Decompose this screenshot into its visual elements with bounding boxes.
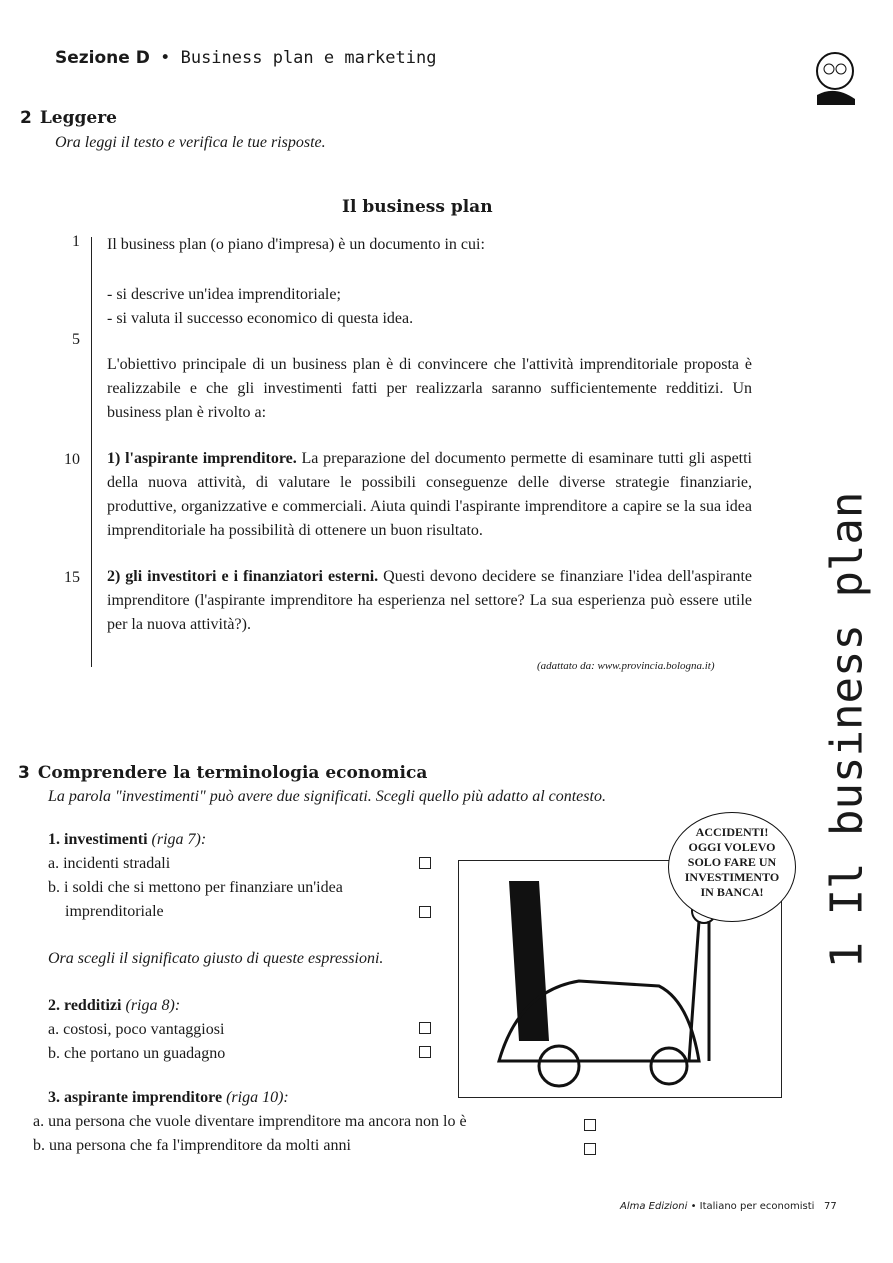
article-title: Il business plan	[342, 197, 493, 217]
paragraph: 2) gli investitori e i finanziatori esterni. Questi devono decidere se finanziare l'idea dell'aspirante imprenditore (l'aspirante imprenditore ha esperienza nel settore? La sua esperienza può essere utile per la nuova attività?).	[107, 568, 753, 633]
mascot-icon	[805, 45, 865, 105]
checkbox-q3a[interactable]	[584, 1119, 596, 1131]
checkbox-q3b[interactable]	[584, 1143, 596, 1155]
question-1: 1. investimenti (riga 7): a. incidenti stradali b. i soldi che si mettono per finanziare un'idea imprenditoriale	[48, 831, 343, 920]
running-header: Sezione D • Business plan e marketing	[55, 48, 437, 68]
paragraph: Il business plan (o piano d'impresa) è un documento in cui:	[107, 236, 485, 253]
chapter-side-tab: 1 Il business plan	[821, 491, 873, 969]
exercise-2-instruction: Ora leggi il testo e verifica le tue risposte.	[55, 134, 326, 151]
exercise-2-heading: 2 Leggere	[20, 108, 117, 128]
margin-rule	[91, 237, 92, 667]
checkbox-q1b[interactable]	[419, 906, 431, 918]
exercise-3-instruction: La parola "investimenti" può avere due significati. Scegli quello più adatto al contesto.	[48, 788, 606, 805]
bullet: - si valuta il successo economico di questa idea.	[107, 310, 414, 327]
exercise-3-heading: 3 Comprendere la terminologia economica	[18, 763, 428, 783]
line-number: 5	[72, 331, 80, 348]
speech-bubble: ACCIDENTI! OGGI VOLEVO SOLO FARE UN INVESTIMENTO IN BANCA!	[668, 812, 796, 922]
article-body	[107, 233, 752, 659]
question-3: 3. aspirante imprenditore (riga 10): a. una persona che vuole diventare imprenditore ma ancora non lo è b. una persona che fa l'imprenditore da molti anni	[33, 1089, 467, 1154]
line-number: 1	[72, 233, 80, 250]
line-number: 15	[64, 569, 80, 586]
instruction-2: Ora scegli il significato giusto di queste espressioni.	[48, 950, 384, 967]
paragraph: 1) l'aspirante imprenditore. La preparazione del documento permette di esaminare tutti gli aspetti della nuova attività, di valutare le possibili conseguenze delle diverse strategie finanziarie, produttive, organizzative e commerciali. Aiuta quindi l'aspirante imprenditore a capire se la sua idea imprenditoriale ha possibilità di ottenere un buon risultato.	[107, 450, 753, 539]
line-number: 10	[64, 451, 80, 468]
question-2: 2. redditizi (riga 8): a. costosi, poco vantaggiosi b. che portano un guadagno	[48, 997, 226, 1062]
page-footer: Alma Edizioni • Italiano per economisti 77	[620, 1201, 837, 1212]
checkbox-q2b[interactable]	[419, 1046, 431, 1058]
checkbox-q2a[interactable]	[419, 1022, 431, 1034]
bullet: - si descrive un'idea imprenditoriale;	[107, 286, 341, 303]
checkbox-q1a[interactable]	[419, 857, 431, 869]
paragraph: L'obiettivo principale di un business plan è di convincere che l'attività imprenditoriale proposta è realizzabile e che gli investimenti fatti per realizzarla saranno sufficientemente redditizi. Un business plan è rivolto a:	[107, 356, 752, 421]
source-citation: (adattato da: www.provincia.bologna.it)	[537, 660, 715, 672]
